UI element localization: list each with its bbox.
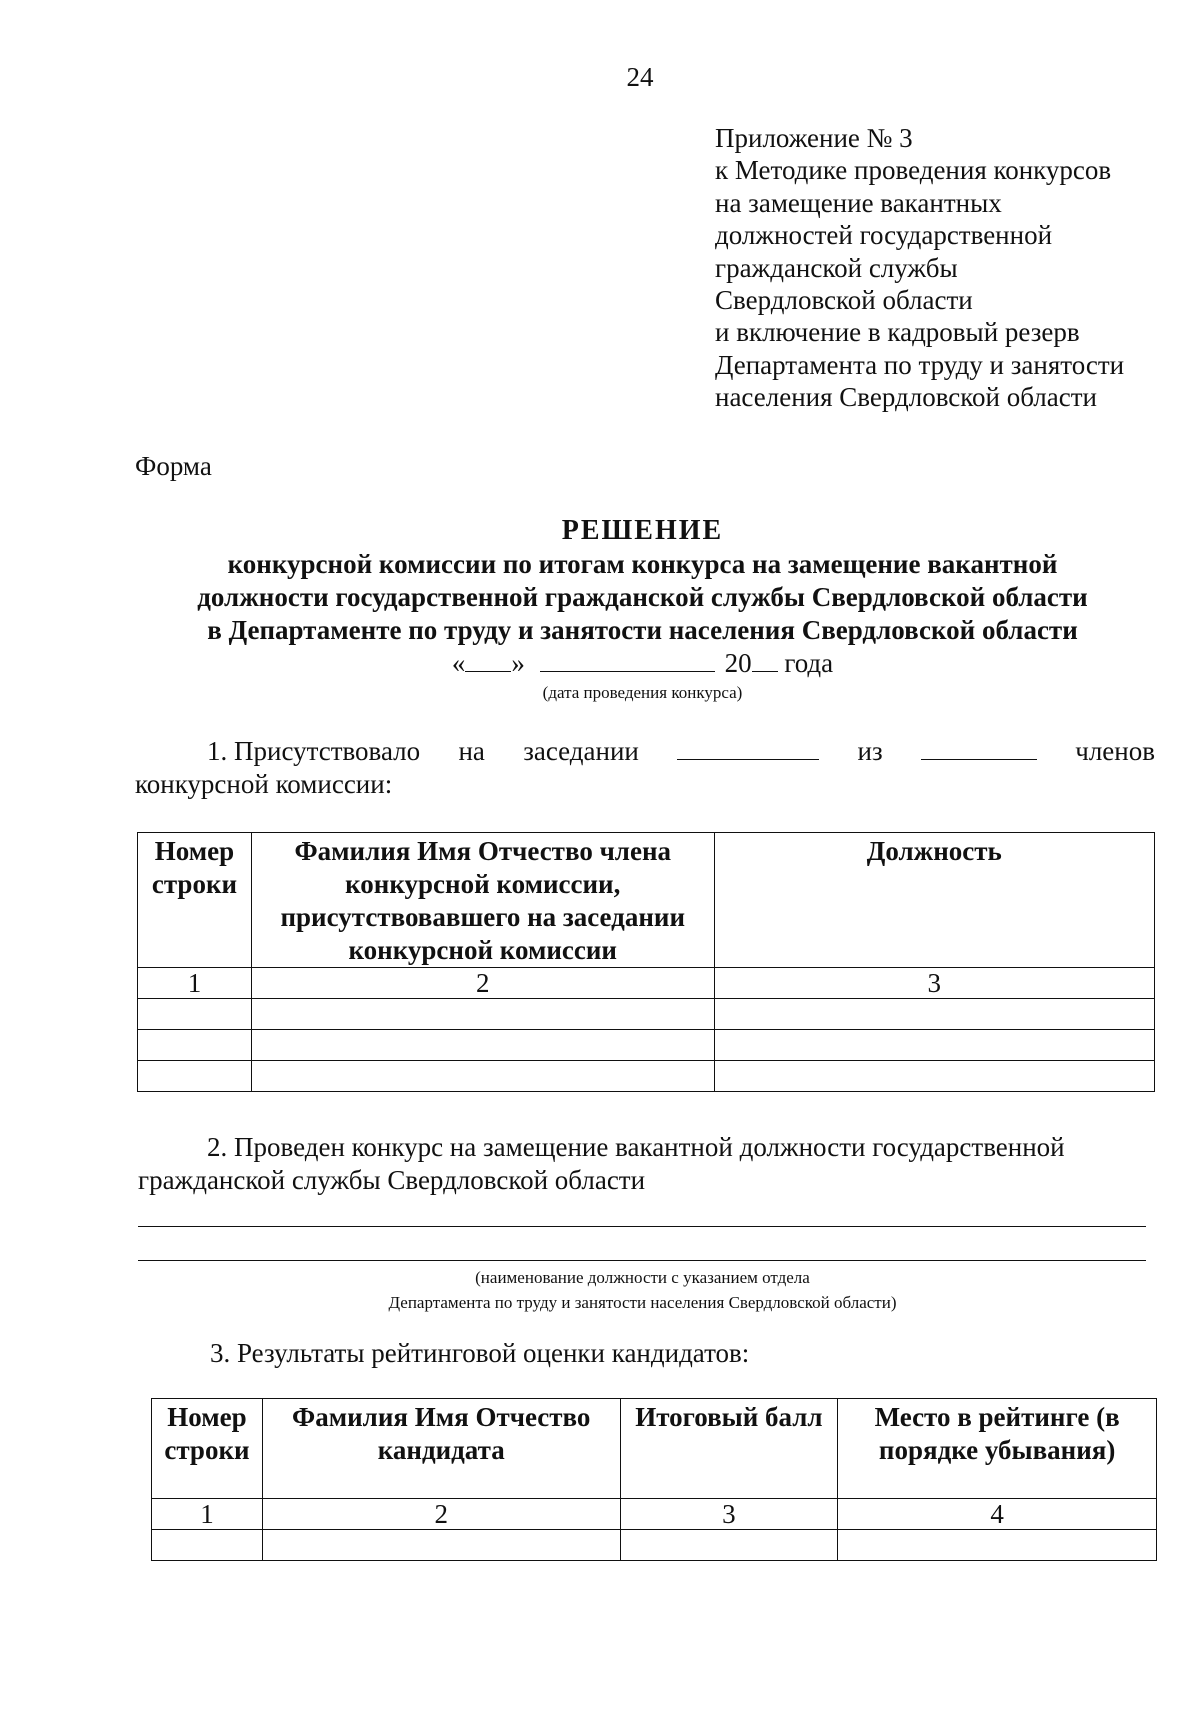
total-count-blank[interactable] (921, 737, 1037, 760)
section-2 (138, 1131, 1158, 1197)
table-cell[interactable] (714, 1030, 1154, 1061)
table-cell[interactable] (620, 1530, 838, 1561)
column-number: 3 (620, 1499, 838, 1530)
commission-members-table (137, 832, 1155, 1092)
appendix-line: Приложение № 3 (715, 123, 913, 153)
appendix-line: должностей государственной (715, 220, 1053, 251)
subtitle-line: должности государственной гражданской службы Свердловской области (197, 582, 1088, 612)
table-cell[interactable] (251, 999, 714, 1030)
section1-line2: конкурсной комиссии: (135, 769, 393, 799)
position-name-line[interactable] (138, 1226, 1146, 1227)
table-cell[interactable] (714, 1061, 1154, 1092)
appendix-line: Свердловской области (715, 285, 973, 316)
table-row (138, 1030, 1155, 1061)
appendix-note (715, 122, 1185, 414)
present-count-blank[interactable] (677, 737, 819, 760)
table-cell[interactable] (714, 999, 1154, 1030)
position-caption (0, 1265, 1200, 1315)
page-number: 24 (626, 62, 654, 92)
decision-title: РЕШЕНИЕ (561, 515, 724, 546)
section1-word: 1. Присутствовало (207, 736, 421, 766)
table-cell[interactable] (138, 1061, 252, 1092)
year-blank[interactable] (752, 647, 778, 672)
appendix-line: на замещение вакантных (715, 187, 1002, 218)
year-suffix: года (784, 648, 834, 678)
section2-line2: гражданской службы Свердловской области (138, 1165, 646, 1195)
header-total-score: Итоговый балл (620, 1399, 838, 1499)
appendix-line: и включение в кадровый резерв (715, 317, 1080, 348)
position-name-line[interactable] (138, 1260, 1146, 1261)
header-candidate-name: Фамилия Имя Отчество кандидата (262, 1399, 620, 1499)
section1-word: членов (1075, 736, 1155, 766)
caption-line: Департамента по труду и занятости населения Свердловской области) (388, 1293, 897, 1312)
column-number: 2 (262, 1499, 620, 1530)
table-cell[interactable] (251, 1061, 714, 1092)
month-blank[interactable] (540, 647, 715, 672)
header-member-name: Фамилия Имя Отчество члена конкурсной комиссии, присутствовавшего на заседании конкурсной комиссии (251, 833, 714, 968)
table-row (138, 1061, 1155, 1092)
header-row-number: Номер строки (152, 1399, 263, 1499)
subtitle-line: в Департаменте по труду и занятости населения Свердловской области (207, 615, 1078, 645)
section1-word: заседании (523, 736, 639, 766)
decision-subtitle (0, 548, 1200, 647)
table-row (138, 999, 1155, 1030)
appendix-line: населения Свердловской области (715, 382, 1097, 413)
date-line (0, 647, 1200, 679)
header-rating-place: Место в рейтинге (в порядке убывания) (838, 1399, 1157, 1499)
caption-line: (наименование должности с указанием отдела (475, 1268, 810, 1287)
date-close-quote: » (511, 648, 525, 678)
section1-word: на (458, 736, 485, 766)
column-number: 2 (251, 968, 714, 999)
table-cell[interactable] (262, 1530, 620, 1561)
section-3: 3. Результаты рейтинговой оценки кандидатов: (210, 1338, 750, 1368)
column-number: 1 (138, 968, 252, 999)
table-cell[interactable] (138, 1030, 252, 1061)
column-number: 1 (152, 1499, 263, 1530)
year-prefix: 20 (724, 648, 752, 678)
appendix-line: Департамента по труду и занятости (715, 349, 1125, 380)
section2-line1: 2. Проведен конкурс на замещение вакантной должности государственной (207, 1132, 1065, 1162)
form-label: Форма (135, 451, 212, 481)
section1-word: из (857, 736, 883, 766)
date-caption: (дата проведения конкурса) (542, 683, 743, 702)
candidate-rating-table (151, 1398, 1157, 1561)
column-number: 4 (838, 1499, 1157, 1530)
table-cell[interactable] (138, 999, 252, 1030)
header-row-number: Номер строки (138, 833, 252, 968)
appendix-line: к Методике проведения конкурсов (715, 155, 1112, 186)
table-cell[interactable] (838, 1530, 1157, 1561)
day-blank[interactable] (465, 647, 511, 672)
table-cell[interactable] (152, 1530, 263, 1561)
header-position: Должность (714, 833, 1154, 968)
subtitle-line: конкурсной комиссии по итогам конкурса на замещение вакантной (227, 549, 1058, 579)
table-cell[interactable] (251, 1030, 714, 1061)
table-row (152, 1530, 1157, 1561)
column-number: 3 (714, 968, 1154, 999)
appendix-line: гражданской службы (715, 252, 958, 283)
date-open-quote: « (451, 648, 466, 678)
section-1 (135, 736, 1155, 800)
